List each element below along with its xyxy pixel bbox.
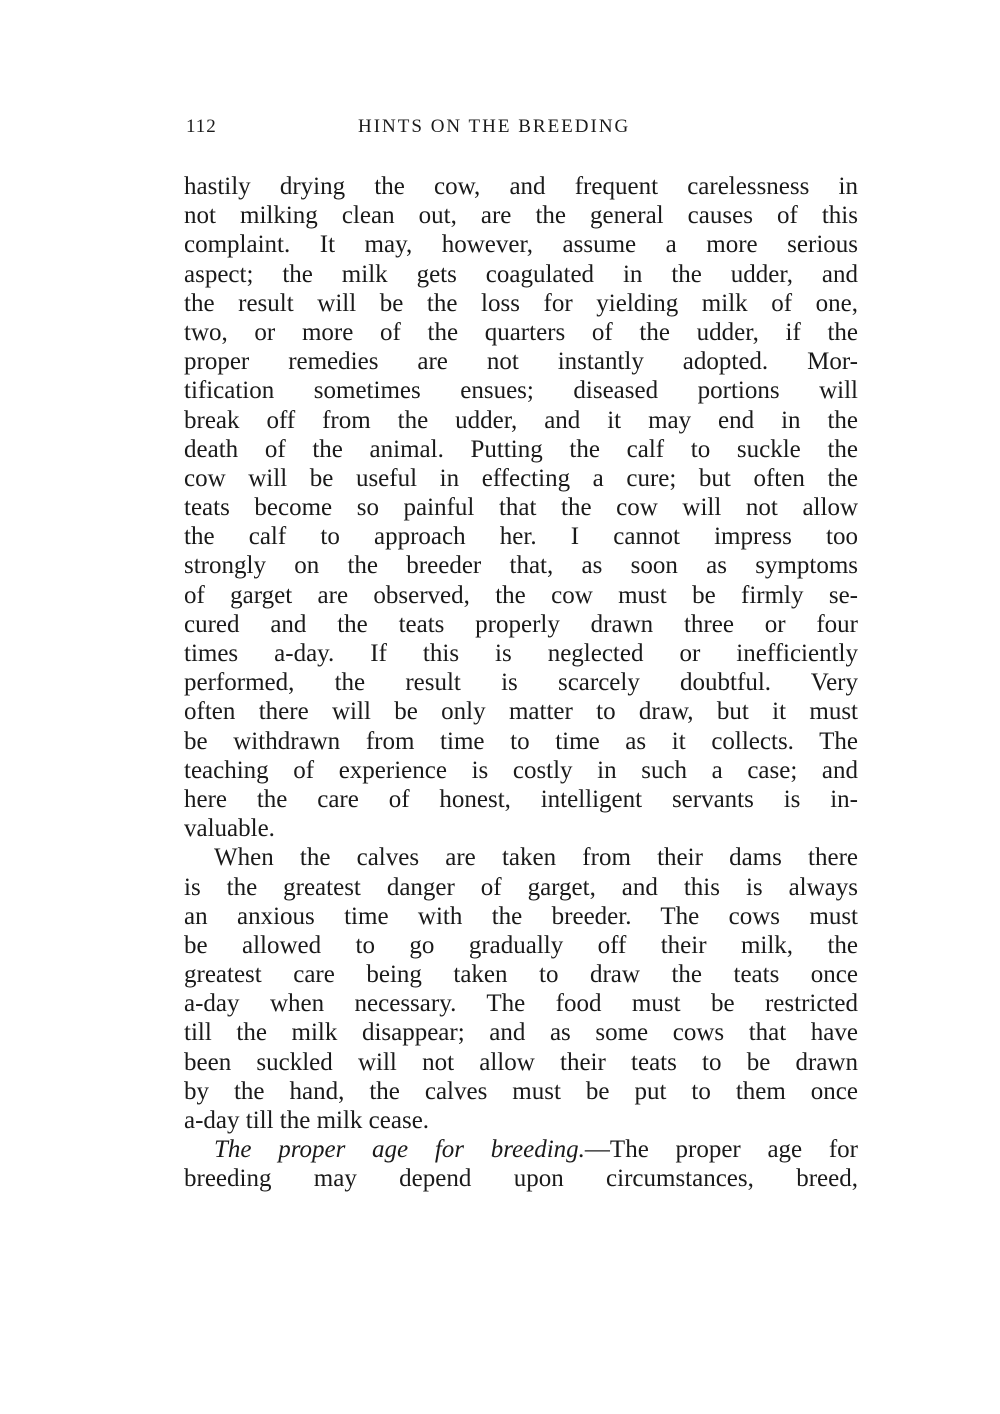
text-line: often there will be only matter to draw, but it must	[184, 698, 858, 726]
text-line: performed, the result is scarcely doubtful. Very	[184, 669, 858, 697]
text-line: hastily drying the cow, and frequent carelessness in	[184, 173, 858, 200]
body-text	[184, 172, 858, 1194]
text-line: aspect; the milk gets coagulated in the udder, and	[184, 260, 858, 288]
text-line: an anxious time with the breeder. The cows must	[184, 902, 858, 930]
paragraph-garget-causes	[184, 172, 858, 843]
text-line: till the milk disappear; and as some cows that have	[184, 1019, 858, 1047]
text-line: cow will be useful in effecting a cure; but often the	[184, 464, 858, 492]
text-line: cured and the teats properly drawn three or four	[184, 610, 858, 638]
section-heading: The proper age for breeding.	[214, 1136, 585, 1164]
text-line: been suckled will not allow their teats to be drawn	[184, 1048, 858, 1076]
paragraph-weaning-calves	[184, 843, 858, 1135]
text-line: two, or more of the quarters of the udder, if the	[184, 318, 858, 346]
text-line: When the calves are taken from their dams there	[214, 844, 858, 872]
text-line: be allowed to go gradually off their milk, the	[184, 931, 858, 959]
text-line: a-day till the milk cease.	[184, 1107, 430, 1134]
text-line: teats become so painful that the cow will not allow	[184, 494, 858, 522]
running-head	[186, 116, 862, 146]
text-line: greatest care being taken to draw the teats once	[184, 961, 858, 989]
text-line: breeding may depend upon circumstances, breed,	[184, 1165, 858, 1193]
text-line: not milking clean out, are the general causes of this	[184, 202, 858, 230]
text-line: break off from the udder, and it may end in the	[184, 406, 858, 434]
text-line: a-day when necessary. The food must be restricted	[184, 990, 858, 1018]
text-line: times a-day. If this is neglected or inefficiently	[184, 640, 858, 667]
paragraph-breeding-age	[184, 1135, 858, 1193]
text-line: by the hand, the calves must be put to them once	[184, 1077, 858, 1105]
text-line: tification sometimes ensues; diseased portions will	[184, 377, 858, 405]
text-line: valuable.	[184, 815, 275, 843]
text-line: the result will be the loss for yielding milk of one,	[184, 289, 858, 317]
text-line: be withdrawn from time to time as it collects. The	[184, 727, 858, 755]
running-head-title: HINTS ON THE BREEDING	[358, 116, 631, 137]
text-line: death of the animal. Putting the calf to suckle the	[184, 435, 858, 463]
text-line: here the care of honest, intelligent servants is in-	[184, 785, 858, 813]
text-fragment: —The proper age for	[584, 1136, 858, 1164]
text-line: is the greatest danger of garget, and this is always	[184, 873, 858, 901]
text-line: complaint. It may, however, assume a more serious	[184, 231, 858, 259]
text-line: proper remedies are not instantly adopted. Mor-	[184, 348, 858, 376]
text-line: strongly on the breeder that, as soon as symptoms	[184, 552, 858, 580]
text-line: of garget are observed, the cow must be firmly se-	[184, 581, 858, 609]
text-line: teaching of experience is costly in such a case; and	[184, 756, 858, 784]
text-line	[184, 1135, 858, 1164]
page-number: 112	[186, 116, 217, 137]
text-line: the calf to approach her. I cannot impress too	[184, 523, 858, 551]
